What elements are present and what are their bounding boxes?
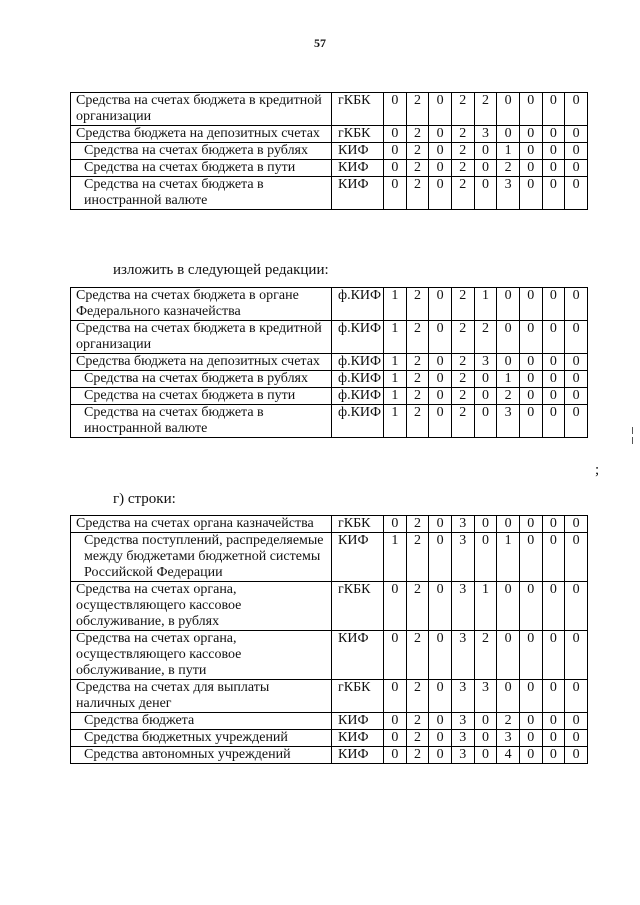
code-digit: 3: [497, 177, 520, 210]
code-digit: 3: [451, 747, 474, 764]
code-digit: 3: [474, 126, 497, 143]
code-digit: 2: [451, 177, 474, 210]
code-digit: 0: [474, 371, 497, 388]
code-digit: 0: [497, 582, 520, 631]
row-name: Средства на счетах для выплаты наличных денег: [71, 680, 332, 713]
table-row: [71, 93, 588, 126]
code-digit: 0: [384, 730, 407, 747]
code-digit: 2: [406, 160, 429, 177]
code-digit: 0: [429, 177, 452, 210]
code-digit: 0: [429, 371, 452, 388]
code-digit: 2: [451, 143, 474, 160]
row-code-type: КИФ: [332, 713, 384, 730]
code-digit: 0: [565, 405, 588, 438]
code-digit: 0: [542, 680, 565, 713]
code-digit: 0: [384, 93, 407, 126]
code-digit: 2: [451, 405, 474, 438]
table-row: [71, 354, 588, 371]
code-digit: 0: [542, 143, 565, 160]
row-code-type: гКБК: [332, 680, 384, 713]
code-digit: 0: [542, 405, 565, 438]
code-digit: 2: [406, 354, 429, 371]
code-digit: 2: [406, 126, 429, 143]
table-row: [71, 371, 588, 388]
code-digit: 0: [429, 388, 452, 405]
code-digit: 2: [451, 371, 474, 388]
code-digit: 3: [451, 713, 474, 730]
code-digit: 0: [429, 160, 452, 177]
row-name: Средства на счетах бюджета в иностранной валюте: [71, 405, 332, 438]
code-digit: 0: [429, 582, 452, 631]
row-name: Средства бюджетных учреждений: [71, 730, 332, 747]
code-digit: 0: [565, 93, 588, 126]
scan-edge-mark: [632, 427, 633, 434]
table-row: [71, 160, 588, 177]
row-code-type: КИФ: [332, 631, 384, 680]
code-digit: 3: [451, 582, 474, 631]
code-digit: 0: [542, 160, 565, 177]
code-digit: 0: [429, 680, 452, 713]
code-digit: 0: [542, 321, 565, 354]
code-digit: 2: [451, 126, 474, 143]
row-code-type: ф.КИФ: [332, 321, 384, 354]
scan-edge-mark: [632, 437, 633, 444]
code-digit: 0: [474, 160, 497, 177]
code-digit: 0: [519, 143, 542, 160]
code-digit: 1: [384, 533, 407, 582]
code-digit: 0: [542, 354, 565, 371]
code-digit: 3: [451, 730, 474, 747]
code-digit: 0: [519, 126, 542, 143]
code-digit: 0: [429, 126, 452, 143]
code-digit: 0: [542, 177, 565, 210]
code-digit: 0: [565, 177, 588, 210]
code-digit: 0: [384, 177, 407, 210]
code-digit: 0: [519, 533, 542, 582]
code-digit: 0: [474, 747, 497, 764]
code-digit: 1: [497, 371, 520, 388]
code-digit: 0: [384, 680, 407, 713]
code-digit: 0: [429, 713, 452, 730]
code-digit: 0: [542, 288, 565, 321]
code-digit: 1: [474, 288, 497, 321]
table-row: [71, 533, 588, 582]
page-number: 57: [314, 36, 326, 50]
code-digit: 0: [565, 126, 588, 143]
row-name: Средства на счетах бюджета в иностранной валюте: [71, 177, 332, 210]
budget-codes-table-1: [70, 92, 588, 210]
code-digit: 0: [519, 631, 542, 680]
code-digit: 0: [519, 747, 542, 764]
code-digit: 0: [474, 388, 497, 405]
code-digit: 0: [474, 730, 497, 747]
code-digit: 0: [565, 388, 588, 405]
code-digit: 0: [384, 516, 407, 533]
row-name: Средства на счетах органа, осуществляющего кассовое обслуживание, в пути: [71, 631, 332, 680]
code-digit: 3: [451, 516, 474, 533]
code-digit: 0: [429, 288, 452, 321]
code-digit: 0: [542, 631, 565, 680]
code-digit: 2: [406, 321, 429, 354]
code-digit: 1: [384, 371, 407, 388]
code-digit: 0: [565, 747, 588, 764]
code-digit: 2: [406, 680, 429, 713]
code-digit: 0: [384, 747, 407, 764]
code-digit: 0: [474, 713, 497, 730]
paragraph-rows-heading: г) строки:: [113, 491, 176, 507]
row-code-type: КИФ: [332, 160, 384, 177]
code-digit: 2: [451, 93, 474, 126]
code-digit: 0: [565, 631, 588, 680]
table-row: [71, 143, 588, 160]
row-code-type: ф.КИФ: [332, 388, 384, 405]
code-digit: 0: [429, 631, 452, 680]
row-name: Средства бюджета на депозитных счетах: [71, 354, 332, 371]
code-digit: 2: [497, 160, 520, 177]
code-digit: 0: [497, 321, 520, 354]
table-row: [71, 680, 588, 713]
code-digit: 2: [406, 582, 429, 631]
code-digit: 0: [474, 143, 497, 160]
code-digit: 2: [474, 631, 497, 680]
row-code-type: КИФ: [332, 177, 384, 210]
code-digit: 1: [497, 143, 520, 160]
code-digit: 0: [542, 126, 565, 143]
code-digit: 0: [497, 93, 520, 126]
code-digit: 0: [542, 388, 565, 405]
code-digit: 2: [451, 321, 474, 354]
table-row: [71, 321, 588, 354]
code-digit: 0: [519, 713, 542, 730]
code-digit: 0: [474, 533, 497, 582]
code-digit: 0: [542, 747, 565, 764]
row-name: Средства на счетах бюджета в органе Федерального казначейства: [71, 288, 332, 321]
row-name: Средства на счетах органа, осуществляющего кассовое обслуживание, в рублях: [71, 582, 332, 631]
code-digit: 1: [384, 321, 407, 354]
code-digit: 1: [384, 388, 407, 405]
budget-codes-table-3: [70, 515, 588, 764]
code-digit: 0: [384, 713, 407, 730]
table-row: [71, 288, 588, 321]
code-digit: 4: [497, 747, 520, 764]
code-digit: 0: [474, 177, 497, 210]
row-code-type: ф.КИФ: [332, 405, 384, 438]
code-digit: 2: [497, 713, 520, 730]
row-code-type: КИФ: [332, 730, 384, 747]
code-digit: 2: [451, 354, 474, 371]
code-digit: 1: [384, 405, 407, 438]
code-digit: 0: [519, 388, 542, 405]
code-digit: 2: [474, 93, 497, 126]
code-digit: 2: [451, 388, 474, 405]
row-code-type: гКБК: [332, 516, 384, 533]
code-digit: 0: [542, 516, 565, 533]
code-digit: 0: [497, 354, 520, 371]
code-digit: 0: [497, 288, 520, 321]
row-name: Средства поступлений, распределяемые между бюджетами бюджетной системы Российской Федерации: [71, 533, 332, 582]
row-code-type: ф.КИФ: [332, 371, 384, 388]
code-digit: 0: [519, 288, 542, 321]
code-digit: 0: [542, 582, 565, 631]
code-digit: 2: [406, 405, 429, 438]
code-digit: 2: [406, 388, 429, 405]
table-row: [71, 388, 588, 405]
code-digit: 0: [384, 126, 407, 143]
code-digit: 2: [474, 321, 497, 354]
code-digit: 0: [429, 321, 452, 354]
code-digit: 2: [406, 533, 429, 582]
row-name: Средства бюджета: [71, 713, 332, 730]
code-digit: 0: [519, 582, 542, 631]
semicolon-mark: ;: [595, 462, 600, 478]
code-digit: 2: [406, 177, 429, 210]
code-digit: 2: [406, 143, 429, 160]
code-digit: 0: [519, 371, 542, 388]
code-digit: 2: [406, 371, 429, 388]
row-name: Средства на счетах бюджета в кредитной организации: [71, 321, 332, 354]
code-digit: 0: [497, 680, 520, 713]
code-digit: 3: [451, 680, 474, 713]
code-digit: 0: [565, 160, 588, 177]
code-digit: 0: [519, 177, 542, 210]
table-row: [71, 516, 588, 533]
code-digit: 3: [497, 730, 520, 747]
row-code-type: гКБК: [332, 126, 384, 143]
row-name: Средства на счетах бюджета в пути: [71, 160, 332, 177]
budget-codes-table-2: [70, 287, 588, 438]
code-digit: 0: [384, 160, 407, 177]
code-digit: 0: [384, 582, 407, 631]
code-digit: 2: [406, 730, 429, 747]
table-row: [71, 713, 588, 730]
code-digit: 0: [429, 143, 452, 160]
row-name: Средства на счетах бюджета в рублях: [71, 143, 332, 160]
code-digit: 0: [497, 516, 520, 533]
table-row: [71, 631, 588, 680]
row-name: Средства на счетах бюджета в кредитной организации: [71, 93, 332, 126]
code-digit: 0: [429, 405, 452, 438]
code-digit: 0: [519, 354, 542, 371]
row-code-type: гКБК: [332, 582, 384, 631]
code-digit: 2: [497, 388, 520, 405]
row-name: Средства бюджета на депозитных счетах: [71, 126, 332, 143]
table-row: [71, 177, 588, 210]
code-digit: 0: [565, 713, 588, 730]
row-name: Средства на счетах бюджета в рублях: [71, 371, 332, 388]
row-code-type: КИФ: [332, 533, 384, 582]
code-digit: 0: [565, 288, 588, 321]
code-digit: 0: [519, 160, 542, 177]
paragraph-edit-instruction: изложить в следующей редакции:: [113, 262, 329, 278]
code-digit: 3: [474, 354, 497, 371]
code-digit: 0: [497, 126, 520, 143]
code-digit: 0: [542, 93, 565, 126]
code-digit: 2: [406, 516, 429, 533]
code-digit: 0: [542, 371, 565, 388]
code-digit: 0: [565, 354, 588, 371]
code-digit: 3: [451, 533, 474, 582]
code-digit: 0: [565, 533, 588, 582]
row-code-type: ф.КИФ: [332, 288, 384, 321]
code-digit: 1: [384, 288, 407, 321]
table-row: [71, 126, 588, 143]
table-row: [71, 747, 588, 764]
code-digit: 1: [474, 582, 497, 631]
code-digit: 0: [429, 516, 452, 533]
code-digit: 0: [519, 516, 542, 533]
row-name: Средства автономных учреждений: [71, 747, 332, 764]
code-digit: 0: [429, 533, 452, 582]
code-digit: 3: [474, 680, 497, 713]
code-digit: 0: [474, 405, 497, 438]
code-digit: 2: [406, 631, 429, 680]
code-digit: 2: [406, 713, 429, 730]
code-digit: 0: [542, 730, 565, 747]
table-row: [71, 582, 588, 631]
row-code-type: ф.КИФ: [332, 354, 384, 371]
code-digit: 0: [519, 405, 542, 438]
code-digit: 0: [565, 143, 588, 160]
code-digit: 0: [384, 631, 407, 680]
code-digit: 0: [519, 680, 542, 713]
code-digit: 0: [519, 730, 542, 747]
row-code-type: КИФ: [332, 747, 384, 764]
code-digit: 0: [474, 516, 497, 533]
code-digit: 2: [451, 288, 474, 321]
code-digit: 0: [429, 730, 452, 747]
code-digit: 0: [565, 371, 588, 388]
code-digit: 2: [451, 160, 474, 177]
row-code-type: КИФ: [332, 143, 384, 160]
code-digit: 0: [429, 93, 452, 126]
code-digit: 0: [565, 680, 588, 713]
code-digit: 1: [497, 533, 520, 582]
code-digit: 0: [542, 713, 565, 730]
code-digit: 3: [451, 631, 474, 680]
code-digit: 0: [565, 582, 588, 631]
code-digit: 1: [384, 354, 407, 371]
code-digit: 2: [406, 747, 429, 764]
code-digit: 0: [519, 93, 542, 126]
code-digit: 0: [565, 730, 588, 747]
code-digit: 0: [384, 143, 407, 160]
code-digit: 2: [406, 93, 429, 126]
table-row: [71, 405, 588, 438]
row-name: Средства на счетах бюджета в пути: [71, 388, 332, 405]
code-digit: 0: [542, 533, 565, 582]
row-name: Средства на счетах органа казначейства: [71, 516, 332, 533]
code-digit: 0: [565, 321, 588, 354]
code-digit: 0: [519, 321, 542, 354]
code-digit: 0: [497, 631, 520, 680]
code-digit: 0: [565, 516, 588, 533]
row-code-type: гКБК: [332, 93, 384, 126]
code-digit: 3: [497, 405, 520, 438]
code-digit: 2: [406, 288, 429, 321]
code-digit: 0: [429, 354, 452, 371]
table-row: [71, 730, 588, 747]
code-digit: 0: [429, 747, 452, 764]
